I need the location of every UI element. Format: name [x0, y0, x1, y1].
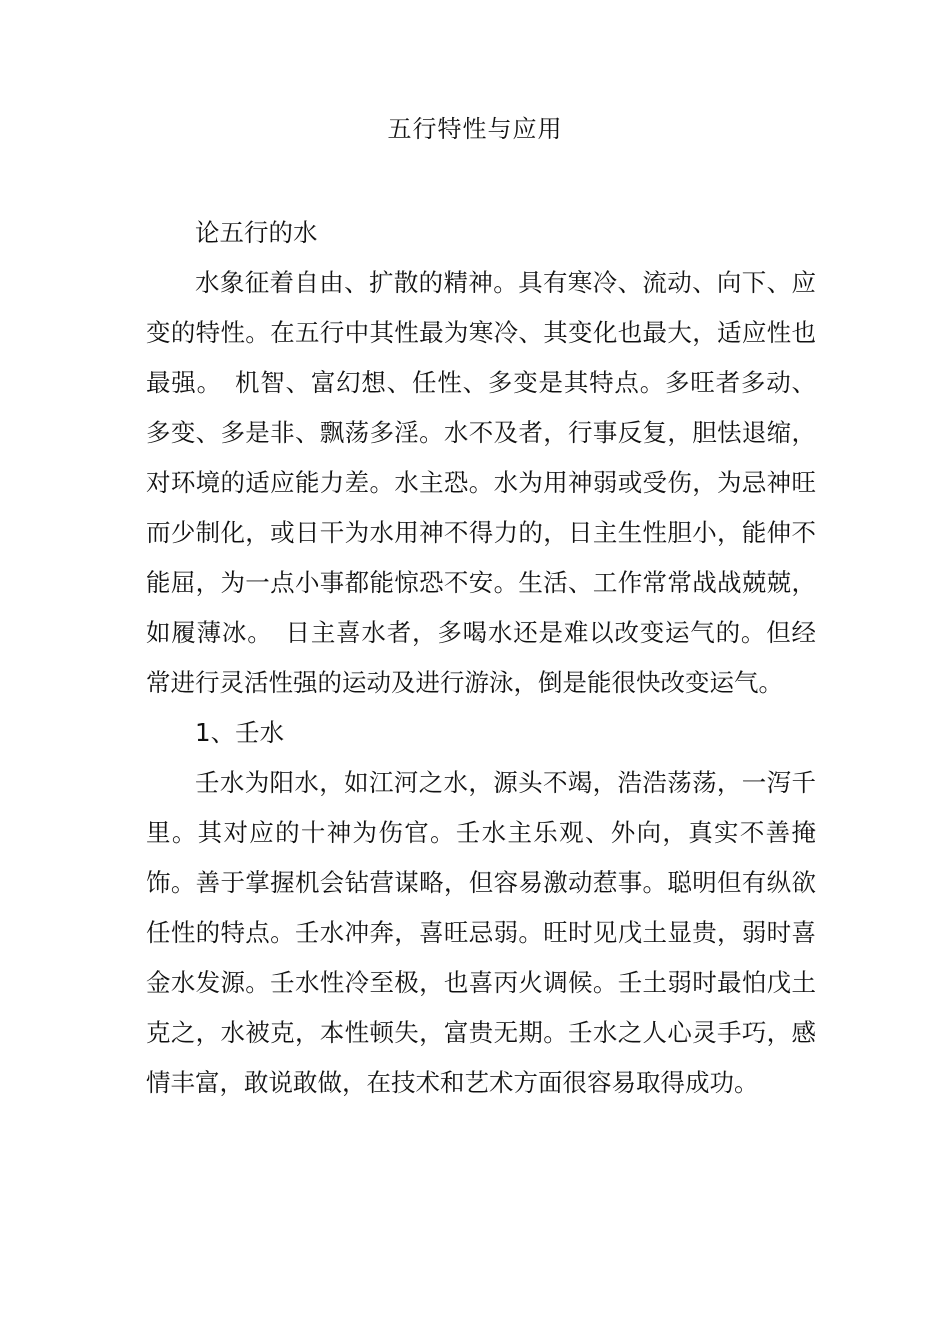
section-heading: 论五行的水	[195, 218, 318, 247]
document-title: 五行特性与应用	[387, 115, 563, 143]
document-body	[146, 208, 816, 1108]
paragraph: 水象征着自由、扩散的精神。具有寒冷、流动、向下、应变的特性。在五行中其性最为寒冷、其变化也最大，适应性也最强。 机智、富幻想、任性、多变是其特点。多旺者多动、多变、多是非、飘荡多淫。水不及者，行事反复，胆怯退缩，对环境的适应能力差。水主恐。水为用神弱或受伤，为忌神旺而少制化，或日干为水用神不得力的，日主生性胆小，能伸不能屈，为一点小事都能惊恐不安。生活、工作常常战战兢兢，如履薄冰。 日主喜水者，多喝水还是难以改变运气的。但经常进行灵活性强的运动及进行游泳，倒是能很快改变运气。	[146, 268, 816, 697]
subheading: 1、壬水	[195, 718, 285, 747]
paragraph: 壬水为阳水，如江河之水，源头不竭，浩浩荡荡，一泻千里。其对应的十神为伤官。壬水主乐观、外向，真实不善掩饰。善于掌握机会钻营谋略，但容易激动惹事。聪明但有纵欲任性的特点。壬水冲奔，喜旺忌弱。旺时见戊土显贵，弱时喜金水发源。壬水性冷至极，也喜丙火调候。壬土弱时最怕戊土克之，水被克，本性顿失，富贵无期。壬水之人心灵手巧，感情丰富，敢说敢做，在技术和艺术方面很容易取得成功。	[146, 768, 816, 1097]
